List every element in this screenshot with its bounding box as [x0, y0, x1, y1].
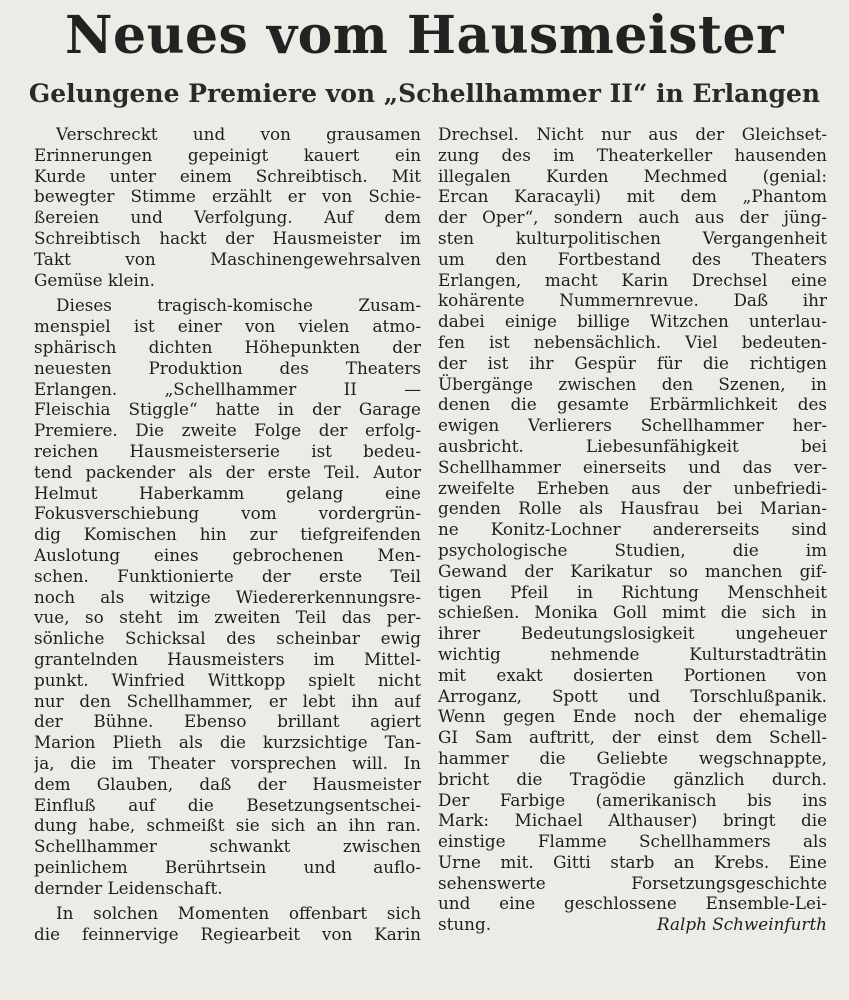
- text-line: Einfluß auf die Besetzungsentschei-: [34, 794, 421, 815]
- text-line: dem Glauben, daß der Hausmeister: [34, 773, 421, 794]
- text-line: menspiel ist einer von vielen atmo-: [34, 316, 421, 337]
- text-line: ewigen Verlierers Schellhammer her-: [438, 415, 827, 436]
- text-line: Erlangen. „Schellhammer II —: [34, 378, 421, 399]
- text-line: nur den Schellhammer, er lebt ihn auf: [34, 690, 421, 711]
- text-line: vue, so steht im zweiten Teil das per-: [34, 607, 421, 628]
- text-line: und eine geschlossene Ensemble-Lei-: [438, 893, 827, 914]
- headline: Neues vom Hausmeister: [65, 5, 784, 66]
- text-line: bricht die Tragödie gänzlich durch.: [438, 768, 827, 789]
- text-line: Premiere. Die zweite Folge der erfolg-: [34, 420, 421, 441]
- article-column-right: [438, 124, 827, 935]
- text-line: wichtig nehmende Kulturstadträtin: [438, 643, 827, 664]
- text-line: ja, die im Theater vorsprechen will. In: [34, 752, 421, 773]
- text-line: sönliche Schicksal des scheinbar ewig: [34, 628, 421, 649]
- text-line: Drechsel. Nicht nur aus der Gleichset-: [438, 124, 827, 144]
- text-line: Urne mit. Gitti starb an Krebs. Eine: [438, 851, 827, 872]
- text-line: Fleischia Stiggle“ hatte in der Garage: [34, 399, 421, 420]
- text-line: dernder Leidenschaft.: [34, 877, 223, 898]
- text-line: denen die gesamte Erbärmlichkeit des: [438, 394, 827, 415]
- text-line: punkt. Winfried Wittkopp spielt nicht: [34, 669, 421, 690]
- text-line: tigen Pfeil in Richtung Menschheit: [438, 581, 827, 602]
- text-line: schen. Funktionierte der erste Teil: [34, 565, 421, 586]
- text-line: sten kulturpolitischen Vergangenheit: [438, 227, 827, 248]
- text-line: Schellhammer einerseits und das ver-: [438, 456, 827, 477]
- text-line: mit exakt dosierten Portionen von: [438, 664, 827, 685]
- text-line: die feinnervige Regiearbeit von Karin: [34, 924, 421, 945]
- article-column-left: [34, 124, 421, 945]
- author-byline: Ralph Schweinfurth: [656, 914, 827, 935]
- text-line: stung.: [438, 914, 492, 935]
- text-line: Der Farbige (amerikanisch bis ins: [438, 789, 827, 810]
- text-line: schießen. Monika Goll mimt die sich in: [438, 602, 827, 623]
- text-line: Wenn gegen Ende noch der ehemalige: [438, 706, 827, 727]
- text-line: fen ist nebensächlich. Viel bedeuten-: [438, 331, 827, 352]
- text-line: Übergänge zwischen den Szenen, in: [438, 373, 827, 394]
- text-line: Arroganz, Spott und Torschlußpanik.: [438, 685, 827, 706]
- text-line: dung habe, schmeißt sie sich an ihn ran.: [34, 815, 421, 836]
- text-line: ßereien und Verfolgung. Auf dem: [34, 207, 421, 228]
- text-line: Erlangen, macht Karin Drechsel eine: [438, 269, 827, 290]
- subheadline: Gelungene Premiere von „Schellhammer II“ in Erlangen: [28, 79, 821, 108]
- text-line: peinlichem Berührtsein und auflo-: [34, 856, 421, 877]
- text-line: Verschreckt und von grausamen: [56, 124, 421, 144]
- text-line: Ercan Karacayli) mit dem „Phantom: [438, 186, 827, 207]
- text-line: um den Fortbestand des Theaters: [438, 248, 827, 269]
- text-line: Kurde unter einem Schreibtisch. Mit: [34, 165, 421, 186]
- text-line: tend packender als der erste Teil. Autor: [34, 461, 421, 482]
- text-line: illegalen Kurden Mechmed (genial:: [438, 165, 827, 186]
- text-line: der Bühne. Ebenso brillant agiert: [34, 711, 421, 732]
- text-line: Schreibtisch hackt der Hausmeister im: [34, 227, 421, 248]
- text-line: Helmut Haberkamm gelang eine: [34, 482, 421, 503]
- text-line: In solchen Momenten offenbart sich: [56, 903, 421, 924]
- text-line: neuesten Produktion des Theaters: [34, 357, 421, 378]
- text-line: Marion Plieth als die kurzsichtige Tan-: [34, 732, 421, 753]
- text-line: sehenswerte Forsetzungsgeschichte: [438, 872, 827, 893]
- text-line: reichen Hausmeisterserie ist bedeu-: [34, 440, 421, 461]
- text-line: Dieses tragisch-komische Zusam-: [56, 295, 421, 316]
- text-line: dabei einige billige Witzchen unterlau-: [438, 311, 827, 332]
- text-line: Gemüse klein.: [34, 269, 155, 290]
- text-line: Auslotung eines gebrochenen Men-: [34, 544, 421, 565]
- text-line: der ist ihr Gespür für die richtigen: [438, 352, 827, 373]
- text-line: Fokusverschiebung vom vordergrün-: [34, 503, 421, 524]
- text-line: einstige Flamme Schellhammers als: [438, 831, 827, 852]
- text-line: grantelnden Hausmeisters im Mittel-: [34, 648, 421, 669]
- text-line: Gewand der Karikatur so manchen gif-: [438, 560, 827, 581]
- text-line: der Oper“, sondern auch aus der jüng-: [438, 207, 827, 228]
- text-line: zung des im Theaterkeller hausenden: [438, 144, 827, 165]
- text-line: sphärisch dichten Höhepunkten der: [34, 336, 421, 357]
- text-line: Erinnerungen gepeinigt kauert ein: [34, 144, 421, 165]
- final-line: [438, 914, 827, 935]
- text-line: ausbricht. Liebesunfähigkeit bei: [438, 435, 827, 456]
- text-line: genden Rolle als Hausfrau bei Marian-: [438, 498, 827, 519]
- text-line: bewegter Stimme erzählt er von Schie-: [34, 186, 421, 207]
- text-line: ihrer Bedeutungslosigkeit ungeheuer: [438, 623, 827, 644]
- text-line: psychologische Studien, die im: [438, 539, 827, 560]
- text-line: GI Sam auftritt, der einst dem Schell-: [438, 727, 827, 748]
- text-line: hammer die Geliebte wegschnappte,: [438, 747, 827, 768]
- text-line: ne Konitz-Lochner andererseits sind: [438, 519, 827, 540]
- text-line: Mark: Michael Althauser) bringt die: [438, 810, 827, 831]
- text-line: dig Komischen hin zur tiefgreifenden: [34, 524, 421, 545]
- text-line: Schellhammer schwankt zwischen: [34, 836, 421, 857]
- text-line: noch als witzige Wiedererkennungsre-: [34, 586, 421, 607]
- text-line: kohärente Nummernrevue. Daß ihr: [438, 290, 827, 311]
- text-line: Takt von Maschinengewehrsalven: [34, 248, 421, 269]
- text-line: zweifelte Erheben aus der unbefriedi-: [438, 477, 827, 498]
